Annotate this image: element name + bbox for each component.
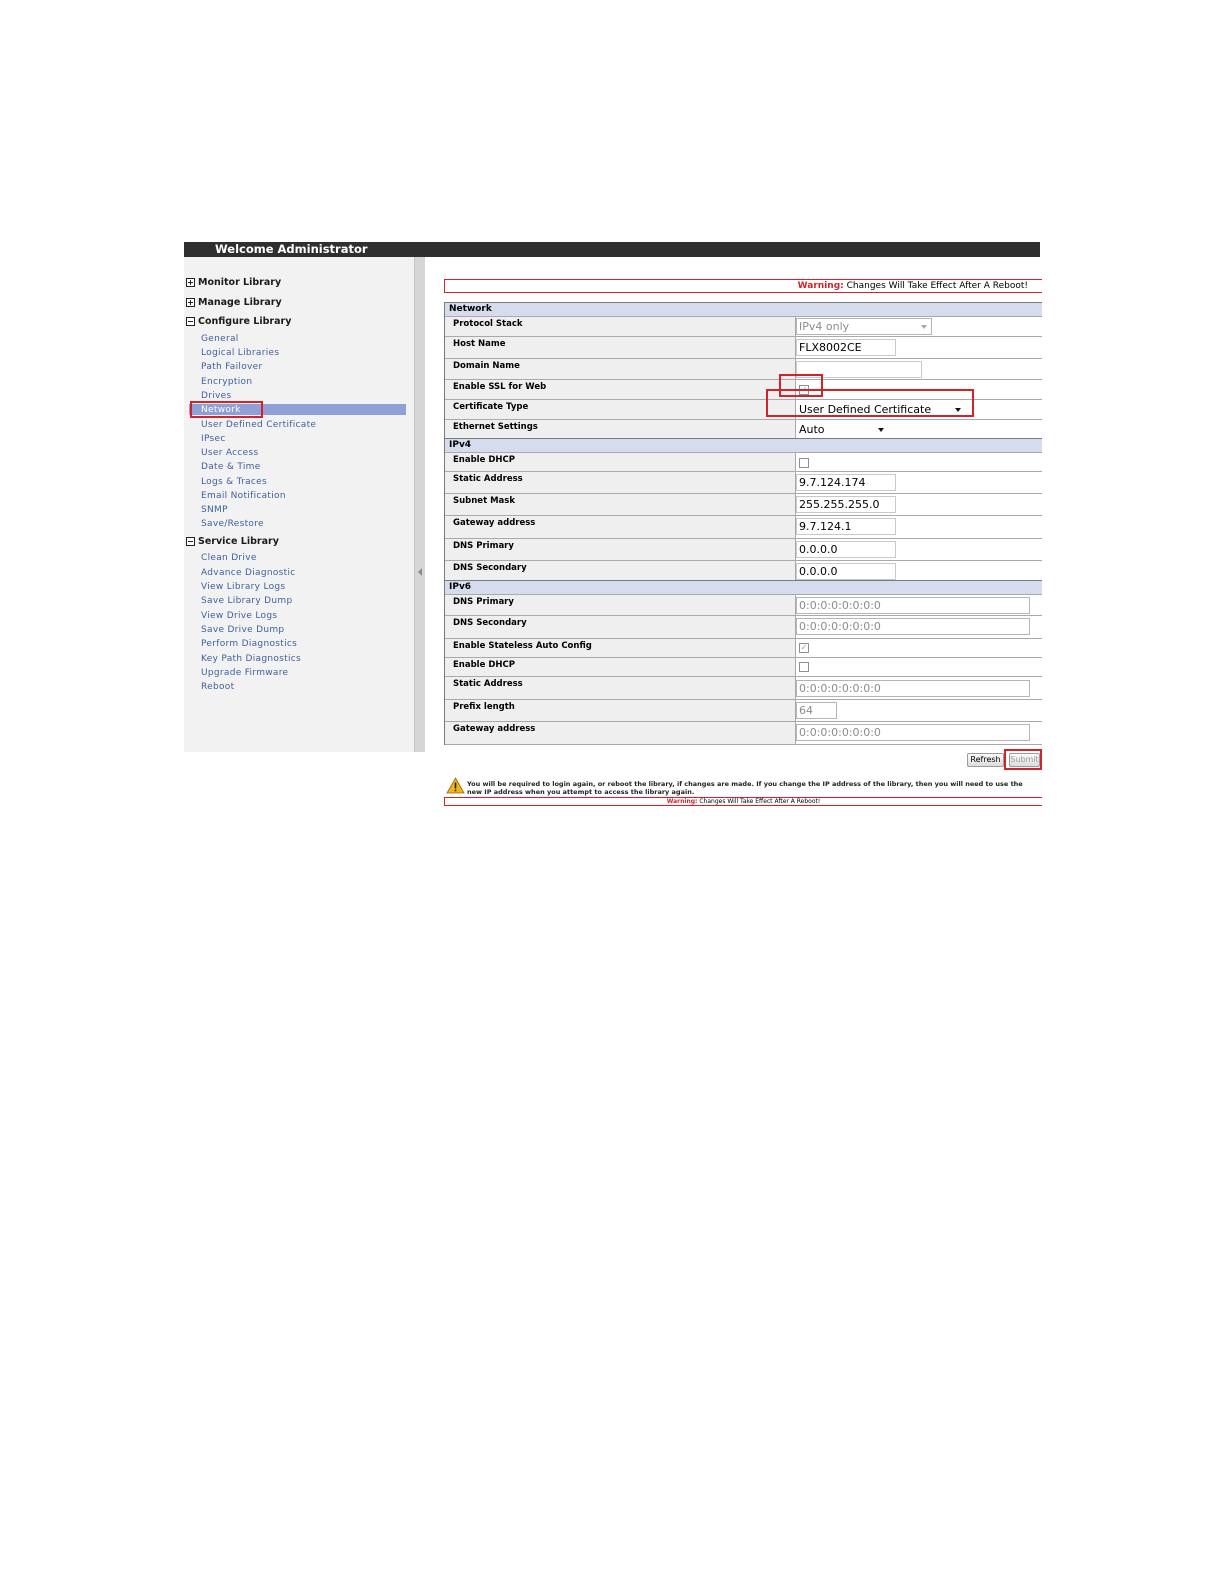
value-cell <box>795 639 1042 657</box>
nav-item-save-library-dump[interactable]: Save Library Dump <box>201 596 293 606</box>
nav-item-general[interactable]: General <box>201 334 239 344</box>
protocol-stack-row <box>445 316 1042 336</box>
ipv4-dhcp-checkbox[interactable] <box>799 458 809 468</box>
ipv4-gateway-label: Gateway address <box>453 518 536 528</box>
ipv6-section-title: IPv6 <box>445 580 1042 594</box>
ipv4-gateway-input[interactable]: 9.7.124.1 <box>796 518 896 535</box>
ipv6-prefix-label: Prefix length <box>453 702 515 712</box>
nav-item-email-notification[interactable]: Email Notification <box>201 491 286 501</box>
dropdown-caret-icon <box>878 428 884 432</box>
value-cell <box>795 453 1042 471</box>
ipv4-dns-primary-input[interactable]: 0.0.0.0 <box>796 541 896 558</box>
reboot-note: You will be required to login again, or reboot the library, if changes are made. If you change the IP address of the library, then you will need to use the new IP address when you attempt to access the library again. <box>467 780 1023 796</box>
nav-item-snmp[interactable]: SNMP <box>201 505 228 515</box>
dropdown-caret-icon <box>921 325 927 329</box>
ipv6-prefix-input[interactable]: 64 <box>796 702 837 719</box>
nav-item-view-library-logs[interactable]: View Library Logs <box>201 582 286 592</box>
ethernet-settings-select[interactable] <box>799 423 884 436</box>
nav-item-clean-drive[interactable]: Clean Drive <box>201 553 257 563</box>
nav-item-view-drive-logs[interactable]: View Drive Logs <box>201 611 278 621</box>
plus-box-icon[interactable] <box>186 278 195 287</box>
ipv6-dns-secondary-label: DNS Secondary <box>453 618 527 628</box>
network-panel <box>444 302 1042 439</box>
warning-label: Warning: <box>666 798 698 805</box>
ipv4-dns-secondary-label: DNS Secondary <box>453 563 527 573</box>
ethernet-settings-label: Ethernet Settings <box>453 422 538 432</box>
protocol-stack-select[interactable] <box>796 318 932 335</box>
submit-highlight-box <box>1004 749 1042 770</box>
ipv4-subnet-row <box>445 493 1042 515</box>
submit-button[interactable]: Submit <box>1009 753 1040 767</box>
ipv4-static-label: Static Address <box>453 474 523 484</box>
section-label: Service Library <box>198 536 279 547</box>
nav-item-save-drive-dump[interactable]: Save Drive Dump <box>201 625 285 635</box>
warning-text: Changes Will Take Effect After A Reboot! <box>699 798 821 805</box>
section-label: Manage Library <box>198 297 282 308</box>
network-section-title: Network <box>445 302 1042 316</box>
ipv6-panel <box>444 580 1042 745</box>
certificate-type-label: Certificate Type <box>453 402 529 412</box>
ipv6-dns-secondary-row <box>445 615 1042 638</box>
nav-item-date-time[interactable]: Date & Time <box>201 462 261 472</box>
ipv4-subnet-input[interactable]: 255.255.255.0 <box>796 496 896 513</box>
domain-name-label: Domain Name <box>453 361 520 371</box>
sidebar-splitter[interactable] <box>414 257 425 752</box>
ipv4-dns-primary-row <box>445 538 1042 560</box>
warning-banner-top <box>444 279 1042 293</box>
ipv4-section-title: IPv4 <box>445 438 1042 452</box>
ipv4-static-row <box>445 471 1042 493</box>
ipv6-static-input[interactable]: 0:0:0:0:0:0:0:0 <box>796 680 1030 697</box>
host-name-input[interactable]: FLX8002CE <box>796 339 896 356</box>
value-cell <box>795 658 1042 676</box>
nav-item-ipsec[interactable]: IPsec <box>201 434 226 444</box>
section-label: Configure Library <box>198 316 292 327</box>
warning-text: Changes Will Take Effect After A Reboot! <box>846 281 1028 291</box>
nav-section-monitor-library[interactable] <box>186 277 281 288</box>
nav-item-upgrade-firmware[interactable]: Upgrade Firmware <box>201 668 289 678</box>
certificate-highlight-box <box>766 389 974 417</box>
ipv6-gateway-label: Gateway address <box>453 724 536 734</box>
ipv6-dhcp-label: Enable DHCP <box>453 660 515 670</box>
warning-label: Warning: <box>797 281 844 291</box>
ipv6-dns-primary-row <box>445 594 1042 615</box>
ipv6-dns-primary-input[interactable]: 0:0:0:0:0:0:0:0 <box>796 597 1030 614</box>
ipv4-dns-primary-label: DNS Primary <box>453 541 514 551</box>
nav-item-drives[interactable]: Drives <box>201 391 232 401</box>
ipv6-dhcp-checkbox[interactable] <box>799 662 809 672</box>
ipv4-dhcp-label: Enable DHCP <box>453 455 515 465</box>
ipv4-dhcp-row <box>445 452 1042 471</box>
ipv6-static-row <box>445 676 1042 699</box>
ethernet-settings-value: Auto <box>799 423 825 436</box>
warning-triangle-icon <box>446 777 465 794</box>
welcome-header <box>184 242 1040 257</box>
nav-item-encryption[interactable]: Encryption <box>201 377 253 387</box>
refresh-button[interactable]: Refresh <box>967 753 1004 767</box>
ipv6-stateless-label: Enable Stateless Auto Config <box>453 641 592 651</box>
nav-item-perform-diagnostics[interactable]: Perform Diagnostics <box>201 639 298 649</box>
minus-box-icon[interactable] <box>186 317 195 326</box>
certificate-type-value: User Defined Certificate <box>799 403 932 416</box>
ipv6-gateway-row <box>445 721 1042 745</box>
ipv4-gateway-row <box>445 515 1042 538</box>
splitter-grip-icon[interactable] <box>418 568 422 576</box>
domain-name-row <box>445 358 1042 379</box>
nav-item-path-failover[interactable]: Path Failover <box>201 362 263 372</box>
ipv4-dns-secondary-input[interactable]: 0.0.0.0 <box>796 563 896 580</box>
ipv6-stateless-checkbox[interactable]: ✓ <box>800 643 808 652</box>
ipv6-gateway-input[interactable]: 0:0:0:0:0:0:0:0 <box>796 724 1030 741</box>
nav-item-logical-libraries[interactable]: Logical Libraries <box>201 348 280 358</box>
ipv6-stateless-row <box>445 638 1042 657</box>
host-name-row <box>445 336 1042 358</box>
nav-item-user-defined-certificate[interactable]: User Defined Certificate <box>201 420 317 430</box>
ipv6-static-label: Static Address <box>453 679 523 689</box>
nav-item-network[interactable]: Network <box>201 405 241 415</box>
section-label: Monitor Library <box>198 277 282 288</box>
warning-banner-bottom <box>444 797 1042 806</box>
ethernet-settings-row <box>445 419 1042 439</box>
ssl-checkbox[interactable]: ✓ <box>800 385 808 394</box>
ipv6-dhcp-row <box>445 657 1042 676</box>
protocol-stack-value: IPv4 only <box>799 320 850 333</box>
ipv6-prefix-row <box>445 699 1042 721</box>
nav-section-configure-library[interactable] <box>186 316 291 327</box>
nav-item-logs-traces[interactable]: Logs & Traces <box>201 477 267 487</box>
protocol-stack-label: Protocol Stack <box>453 319 523 329</box>
ipv6-dns-primary-label: DNS Primary <box>453 597 514 607</box>
nav-item-user-access[interactable]: User Access <box>201 448 259 458</box>
nav-item-reboot[interactable]: Reboot <box>201 682 235 692</box>
nav-item-save-restore[interactable]: Save/Restore <box>201 519 264 529</box>
ipv4-subnet-label: Subnet Mask <box>453 496 516 506</box>
host-name-label: Host Name <box>453 339 506 349</box>
nav-item-advance-diagnostic[interactable]: Advance Diagnostic <box>201 568 296 578</box>
minus-box-icon[interactable] <box>186 537 195 546</box>
network-highlight-box <box>190 401 263 418</box>
nav-item-key-path-diagnostics[interactable]: Key Path Diagnostics <box>201 654 302 664</box>
ipv6-dns-secondary-input[interactable]: 0:0:0:0:0:0:0:0 <box>796 618 1030 635</box>
welcome-title: Welcome Administrator <box>215 242 368 256</box>
ipv4-panel <box>444 438 1042 583</box>
nav-section-service-library[interactable] <box>186 536 279 547</box>
ipv4-static-input[interactable]: 9.7.124.174 <box>796 474 896 491</box>
ssl-label: Enable SSL for Web <box>453 382 547 392</box>
plus-box-icon[interactable] <box>186 298 195 307</box>
nav-section-manage-library[interactable] <box>186 297 282 308</box>
